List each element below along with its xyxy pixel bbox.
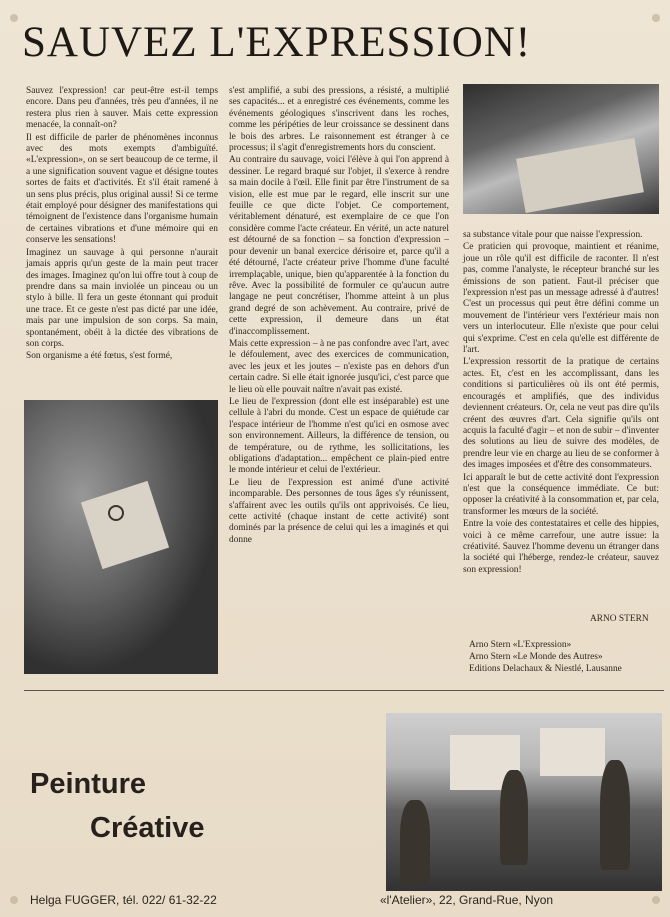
paragraph: Ce praticien qui provoque, maintient et réanime, joue un rôle qu'il est difficile de raconter. Il n'est pas, comme l'analyste, le récepteur branché sur les émissions de son patient. Faut-il préciser que l'expression n'est pas un message adressé à d'autres! C'est un processus qui peut être défini comme un mouvement de l'intérieur vers l'extérieur mais non vers un interlocuteur. Elle n'existe que pour celui qui s'exprime. C'est en cela qu'elle est différente de l'art. xyxy=(463,242,659,356)
page-title: SAUVEZ L'EXPRESSION! xyxy=(22,19,532,66)
paragraph: Au contraire du sauvage, voici l'élève à qui l'on apprend à dessiner. Le regard braqué sur l'objet, il s'exerce à rendre sa main docile à l'œil. Elle finit par être l'instrument de sa vision, elle est mue par le regard, elle inscrit sur une feuille ce que dicte l'objet. Ce comportement, véritablement dénaturé, est exemplaire de ce que l'on considère comme l'acte créateur. En vérité, un acte naturel est détourné de sa fonction – sa fonction d'expression – pour devenir un banal exercice dérisoire et, parce qu'il a été détourné, l'acte créateur prive l'homme d'une faculté irremplaçable, unique, bien qu'apparentée à la fonction du rêve. Avec la possibilité de formuler ce qu'aucun autre langage ne peut concrétiser, l'homme atteint à un plus grand degré de son achèvement. Au contraire, privé de cette expression, il demeure dans un état d'inaccomplissement. xyxy=(229,155,449,337)
paragraph: sa substance vitale pour que naisse l'expression. xyxy=(463,230,643,240)
pin-hole xyxy=(10,896,18,904)
article-column-3 xyxy=(463,230,659,577)
paragraph: Ici apparaît le but de cette activité dont l'expression n'est que la conséquence immédiate. Ce but: opposer la créativité à la consommation et, par cela, transformer les mœurs de la société. xyxy=(463,472,659,517)
credit-line-1: Arno Stern «L'Expression» xyxy=(469,640,572,650)
figure-person xyxy=(600,760,630,870)
horizontal-divider xyxy=(24,690,664,691)
pin-hole xyxy=(652,896,660,904)
paragraph: L'expression ressortit de la pratique de certains actes. Et, c'est en les accomplissant, dans les conditions si particulières où ils ont été permis, encouragés et amplifiés, que des individus deviennent créateurs. Or, cela ne veut pas dire qu'ils créent des œuvres d'art. Cela signifie qu'ils ont acquis la faculté d'agir – et non de subir – d'inventer des solutions au lieu de suivre des modèles, de prendre leur vie en charge au lieu de se conformer à des images imposées et d'être des consommateurs. xyxy=(463,357,659,471)
paragraph: Son organisme a été fœtus, s'est formé, xyxy=(26,351,173,362)
paragraph: Il est difficile de parler de phénomènes inconnus avec des mots exempts d'ambiguïté. «L'expression», on se sert beaucoup de ce terme, il a une signification souvent vague et désigne toutes sortes de faits et d'activités. Et s'il était ramené à un sens plus précis, plus original aussi! Si ce terme était employé pour désigner des manifestations qui témoignent de l'existence dans l'organisme humain de certaines vibrations et d'une mémoire qui en conserve les sensations! xyxy=(26,132,218,246)
contact-phone: Helga FUGGER, tél. 022/ 61-32-22 xyxy=(30,893,217,907)
paragraph: Sauvez l'expression! car peut-être est-il temps encore. Dans peu d'années, très peu d'années, il ne restera plus rien à sauver. Mais cette expression menacée, la connaît-on? xyxy=(26,86,218,131)
credit-line-2: Arno Stern «Le Monde des Autres» xyxy=(469,652,603,662)
article-column-2 xyxy=(229,86,449,547)
pin-hole xyxy=(10,14,18,22)
paragraph: Imaginez un sauvage à qui personne n'aurait jamais appris qu'un geste de la main peut tracer des images. Imaginez qu'on lui offre tout à coup de prendre dans sa main inviolée un pinceau ou un stylo à bille. Il fera un geste étonnant qui produit une trace. Et ce geste n'est pas dicté par une idée, mais par une impulsion de son corps. Sa main, spontanément, obéit à la dictée des vibrations de son corps. xyxy=(26,247,218,349)
credit-line-3: Editions Delachaux & Niestlé, Lausanne xyxy=(469,664,622,674)
brand-title-line-1: Peinture xyxy=(30,768,147,800)
figure-person xyxy=(500,770,528,865)
drawing-mark xyxy=(108,505,124,521)
brand-title-line-2: Créative xyxy=(90,812,205,844)
figure-child xyxy=(400,800,430,885)
paragraph: Entre la voie des contestataires et celle des hippies, voici à ce même carrefour, une autre issue: la créativité. Sauvez l'homme devenu un étranger dans la société qui l'héberge, rendez-le créateur, sauvez son expression! xyxy=(463,519,659,575)
author-signature: ARNO STERN xyxy=(590,614,649,624)
paragraph: s'est amplifié, a subi des pressions, a résisté, a multiplié ses capacités... et a enregistré ces événements, comme les événements géologiques s'inscrivent dans les roches, comme les péripéties de leur croissance se dessinent dans le bois des arbres. Le raisonnement est étranger à ce processus; il s'agit d'enregistrements hors du conscient. xyxy=(229,86,449,154)
pin-hole xyxy=(652,14,660,22)
contact-address: «l'Atelier», 22, Grand-Rue, Nyon xyxy=(380,893,554,907)
paragraph: Le lieu de l'expression est animé d'une activité incomparable. Des personnes de tous âges s'y réunissent, s'affairent avec les outils qu'ils ont apprivoisés. Ce lieu, cette activité (chaque instant de cette activité) sont dominés par la présence de celui qui les a imaginés et qui donne xyxy=(229,477,449,545)
article-column-1 xyxy=(26,86,218,364)
painting-board xyxy=(540,728,605,776)
paragraph: Mais cette expression – à ne pas confondre avec l'art, avec le défoulement, avec des exercices de communication, avec les jeux et les joutes – n'existe pas en dehors d'un certain cadre. Si elle était ignorée jusqu'ici, c'est parce que le lieu où elle pouvait naître n'avait pas existé. xyxy=(229,338,449,395)
paragraph: Le lieu de l'expression (dont elle est inséparable) est une cellule à l'abri du monde. C'est un espace de quiétude car l'espace intérieur de l'homme n'est qu'ici en osmose avec son environnement. Ailleurs, la différence de tension, ou de température, ou de rythme, les sollicitations, les obligations d'adaptation... empêchent ce plain-pied entre le monde intérieur et celui de l'extérieur. xyxy=(229,396,449,476)
